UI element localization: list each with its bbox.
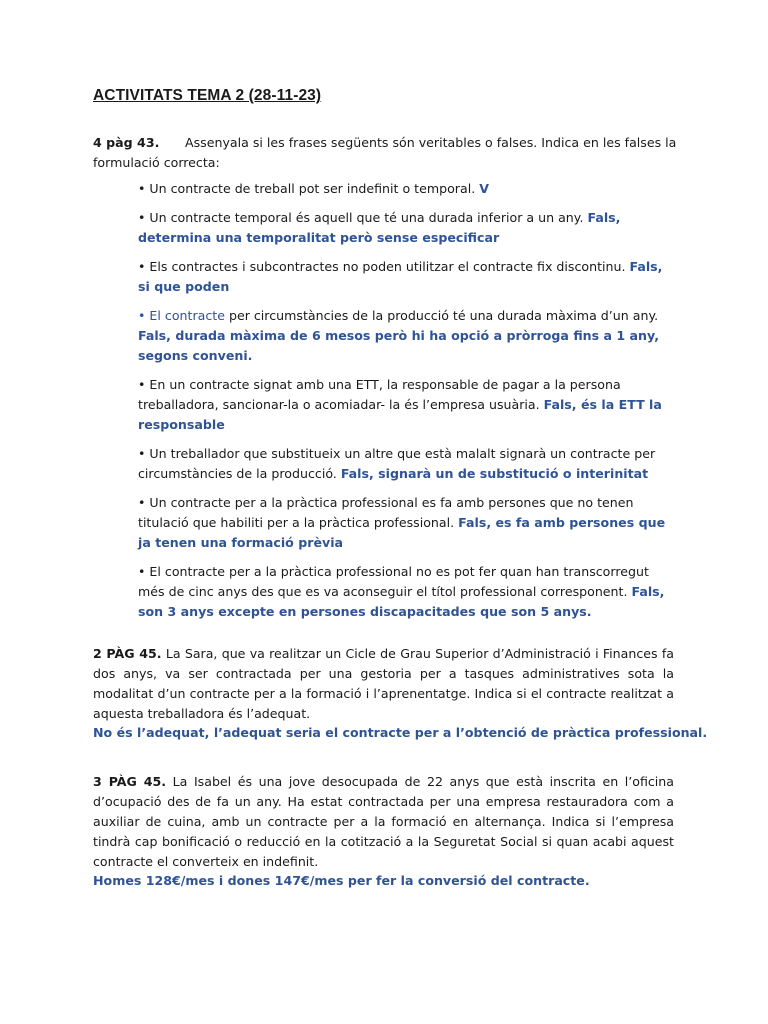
statement-text: • Un contracte temporal és aquell que té una durada inferior a un any. — [138, 210, 588, 225]
question-prompt: Assenyala si les frases següents són veritables o falses. Indica en les falses la formulació correcta: — [93, 135, 677, 170]
question-3-pag-45 — [93, 772, 674, 872]
statement-answer: Fals, signarà un de substitució o interinitat — [340, 466, 649, 481]
question-number: 3 PÀG 45. — [93, 774, 167, 789]
statement-item — [138, 375, 678, 435]
statement-lead: • El contracte — [138, 308, 225, 323]
statement-item — [138, 444, 678, 484]
statement-answer: Fals, determina una temporalitat però sense especificar — [138, 210, 621, 245]
statement-text: • En un contracte signat amb una ETT, la responsable de pagar a la persona treballadora, sancionar-la o acomiadar- la és l’empresa usuària. — [138, 377, 621, 412]
statement-item — [138, 257, 678, 297]
statement-answer: Fals, es fa amb persones que ja tenen una formació prèvia — [138, 515, 666, 550]
question-text: La Sara, que va realitzar un Cicle de Grau Superior d’Administració i Finances fa dos anys, va ser contractada per una gestoria per a tasques administratives sota la modalitat d’un contracte per a la formació i l’aprenentatge. Indica si el contracte realitzat a aquesta treballadora és l’adequat. — [93, 646, 675, 721]
statement-text: • Un contracte per a la pràctica professional es fa amb persones que no tenen titulació que habiliti per a la pràctica professional. — [138, 495, 634, 530]
statement-text: • Un treballador que substitueix un altre que està malalt signarà un contracte per circumstàncies de la producció. — [138, 446, 656, 481]
statement-answer: Fals, si que poden — [138, 259, 663, 294]
statement-answer: Fals, durada màxima de 6 mesos però hi ha opció a pròrroga fins a 1 any, segons conveni. — [138, 328, 660, 363]
statement-item — [138, 493, 678, 553]
statement-item — [138, 562, 678, 622]
question-number: 4 pàg 43. — [93, 135, 160, 150]
document-title: ACTIVITATS TEMA 2 (28-11-23) — [93, 87, 322, 104]
statement-list — [138, 179, 678, 631]
question-2-pag-45 — [93, 644, 674, 724]
statement-text: • Un contracte de treball pot ser indefinit o temporal. — [138, 181, 480, 196]
question-3-answer: Homes 128€/mes i dones 147€/mes per fer la conversió del contracte. — [93, 873, 590, 888]
statement-item — [138, 306, 678, 366]
question-number: 2 PÀG 45. — [93, 646, 162, 661]
question-4-pag-43 — [93, 133, 678, 173]
statement-answer: Fals, és la ETT la responsable — [138, 397, 662, 432]
statement-item — [138, 179, 678, 199]
question-text: La Isabel és una jove desocupada de 22 anys que està inscrita en l’oficina d’ocupació des de fa un any. Ha estat contractada per una empresa restauradora com a auxiliar de cuina, amb un contracte per a la formació en alternança. Indica si l’empresa tindrà cap bonificació o reducció en la cotització a la Seguretat Social si quan acabi aquest contracte el converteix en indefinit. — [93, 774, 674, 869]
question-2-answer: No és l’adequat, l’adequat seria el contracte per a l’obtenció de pràctica professional. — [93, 725, 708, 740]
statement-text: • Els contractes i subcontractes no poden utilitzar el contracte fix discontinu. — [138, 259, 630, 274]
statement-answer: Fals, son 3 anys excepte en persones discapacitades que son 5 anys. — [138, 584, 665, 619]
statement-answer: V — [479, 181, 489, 196]
statement-text: per circumstàncies de la producció té una durada màxima d’un any. — [224, 308, 659, 323]
statement-text: • El contracte per a la pràctica professional no es pot fer quan han transcorregut més de cinc anys des que es va aconseguir el títol professional corresponent. — [138, 564, 649, 599]
statement-item — [138, 208, 678, 248]
